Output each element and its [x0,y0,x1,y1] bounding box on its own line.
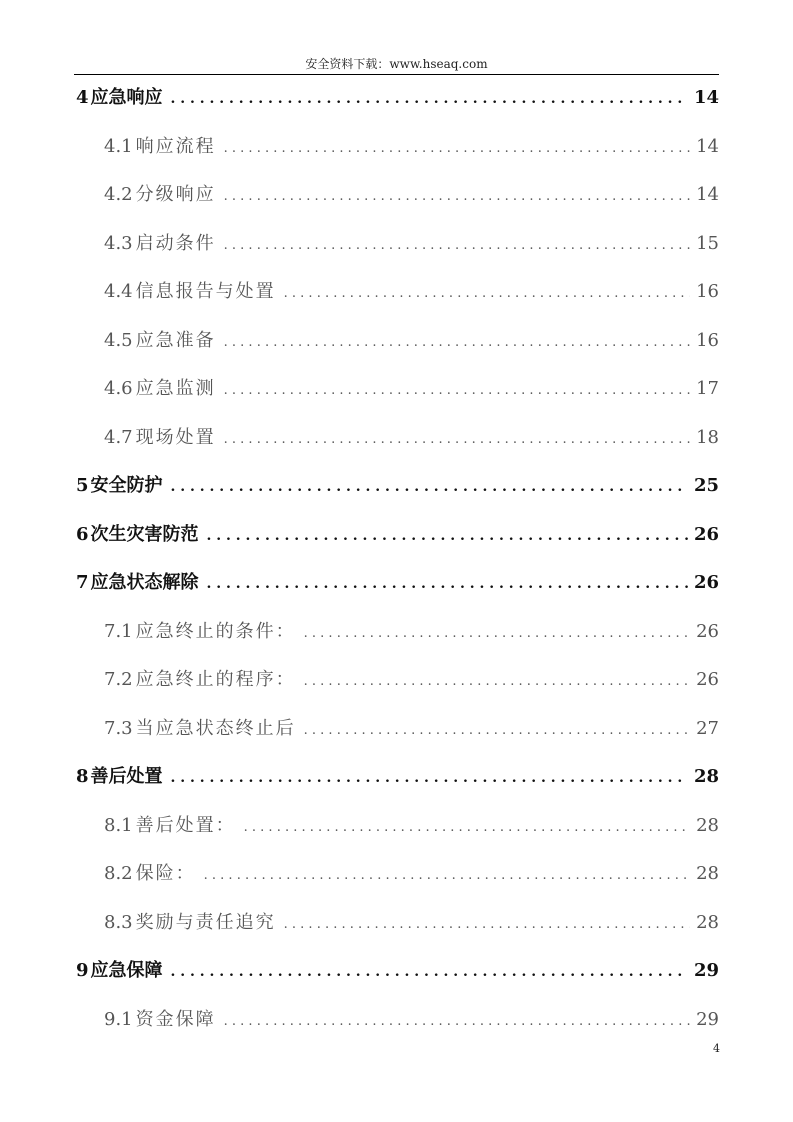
toc-entry-number: 4 [76,87,89,109]
toc-dot-leader [224,189,690,204]
toc-entry-line [76,956,719,982]
toc-entry-page: 27 [696,717,719,739]
toc-dot-leader [224,432,690,447]
table-of-contents [0,72,793,1042]
toc-entry-number: 4.2 [104,184,133,206]
toc-entry-page: 28 [696,863,719,885]
toc-dot-leader [224,335,690,350]
toc-entry-line [104,132,719,158]
toc-entry-line [104,859,719,885]
toc-entry-title: 应急监测 [135,378,216,400]
toc-section-entry[interactable] [0,363,793,412]
toc-entry-number: 5 [76,475,89,497]
toc-entry-page: 28 [696,911,719,933]
toc-entry-number: 4.1 [104,135,133,157]
toc-entry-line [76,762,719,788]
toc-entry-line [76,471,719,497]
toc-entry-number: 7.1 [104,620,133,642]
toc-entry-number: 8 [76,766,89,788]
toc-entry-title: 保险： [135,863,196,885]
toc-entry-line [104,617,719,643]
toc-entry-title: 应急响应 [90,87,163,109]
toc-entry-page: 15 [696,232,719,254]
toc-entry-line [104,665,719,691]
toc-entry-title: 善后处置 [90,766,163,788]
toc-entry-page: 16 [696,281,719,303]
toc-entry-line [104,180,719,206]
toc-section-entry[interactable] [0,703,793,752]
toc-dot-leader [171,770,688,786]
toc-chapter-entry[interactable] [0,460,793,509]
toc-dot-leader [224,238,690,253]
toc-dot-leader [207,576,688,592]
page-number: 4 [713,1042,720,1055]
toc-entry-line [104,423,719,449]
toc-entry-page: 26 [693,572,719,594]
toc-entry-page: 25 [693,475,719,497]
toc-entry-line [104,811,719,837]
toc-dot-leader [304,674,690,689]
toc-entry-number: 4.5 [104,329,133,351]
toc-entry-page: 29 [693,960,719,982]
toc-entry-page: 26 [693,523,719,545]
toc-section-entry[interactable] [0,266,793,315]
toc-entry-page: 28 [696,814,719,836]
toc-entry-title: 应急终止的程序： [135,669,296,691]
toc-chapter-entry[interactable] [0,751,793,800]
toc-dot-leader [284,917,690,932]
toc-entry-page: 14 [696,184,719,206]
toc-entry-line [104,229,719,255]
toc-dot-leader [304,626,690,641]
toc-entry-number: 9 [76,960,89,982]
toc-entry-page: 26 [696,669,719,691]
toc-entry-page: 28 [693,766,719,788]
toc-dot-leader [224,383,690,398]
toc-entry-line [104,714,719,740]
toc-entry-title: 当应急状态终止后 [135,717,296,739]
toc-section-entry[interactable] [0,121,793,170]
toc-entry-line [104,326,719,352]
toc-entry-title: 应急状态解除 [90,572,199,594]
toc-chapter-entry[interactable] [0,557,793,606]
toc-dot-leader [171,91,688,107]
toc-entry-title: 安全防护 [90,475,163,497]
toc-entry-title: 应急准备 [135,329,216,351]
toc-entry-number: 7 [76,572,89,594]
toc-entry-line [76,83,719,109]
toc-entry-line [104,908,719,934]
toc-entry-line [104,1005,719,1031]
toc-section-entry[interactable] [0,169,793,218]
toc-entry-number: 4.6 [104,378,133,400]
toc-entry-line [76,520,719,546]
toc-dot-leader [171,479,688,495]
toc-dot-leader [171,964,688,980]
toc-entry-title: 次生灾害防范 [90,523,199,545]
toc-entry-title: 分级响应 [135,184,216,206]
toc-section-entry[interactable] [0,315,793,364]
toc-entry-page: 14 [696,135,719,157]
toc-entry-line [104,374,719,400]
toc-dot-leader [284,286,690,301]
toc-section-entry[interactable] [0,800,793,849]
toc-entry-page: 16 [696,329,719,351]
toc-chapter-entry[interactable] [0,509,793,558]
toc-entry-line [76,568,719,594]
toc-entry-title: 应急保障 [90,960,163,982]
toc-entry-title: 信息报告与处置 [135,281,276,303]
toc-entry-number: 8.3 [104,911,133,933]
toc-entry-page: 17 [696,378,719,400]
toc-entry-title: 善后处置： [135,814,236,836]
toc-section-entry[interactable] [0,606,793,655]
toc-dot-leader [304,723,690,738]
toc-chapter-entry[interactable] [0,72,793,121]
toc-section-entry[interactable] [0,994,793,1043]
toc-dot-leader [204,868,690,883]
toc-entry-title: 奖励与责任追究 [135,911,276,933]
toc-entry-page: 14 [693,87,719,109]
toc-dot-leader [224,1014,690,1029]
toc-entry-number: 4.3 [104,232,133,254]
toc-entry-title: 现场处置 [135,426,216,448]
toc-entry-number: 4.7 [104,426,133,448]
toc-entry-title: 资金保障 [135,1008,216,1030]
toc-section-entry[interactable] [0,218,793,267]
toc-entry-number: 6 [76,523,89,545]
toc-entry-line [104,277,719,303]
toc-entry-number: 7.2 [104,669,133,691]
toc-entry-number: 8.2 [104,863,133,885]
toc-entry-number: 4.4 [104,281,133,303]
toc-entry-title: 响应流程 [135,135,216,157]
page-header: 安全资料下载：www.hseaq.com [305,57,488,71]
toc-entry-number: 9.1 [104,1008,133,1030]
toc-section-entry[interactable] [0,654,793,703]
toc-entry-number: 8.1 [104,814,133,836]
toc-dot-leader [244,820,690,835]
toc-entry-title: 应急终止的条件： [135,620,296,642]
toc-dot-leader [224,141,690,156]
toc-section-entry[interactable] [0,848,793,897]
toc-entry-page: 18 [696,426,719,448]
toc-entry-title: 启动条件 [135,232,216,254]
toc-entry-page: 26 [696,620,719,642]
toc-section-entry[interactable] [0,412,793,461]
toc-entry-number: 7.3 [104,717,133,739]
toc-chapter-entry[interactable] [0,945,793,994]
toc-dot-leader [207,528,688,544]
toc-entry-page: 29 [696,1008,719,1030]
toc-section-entry[interactable] [0,897,793,946]
